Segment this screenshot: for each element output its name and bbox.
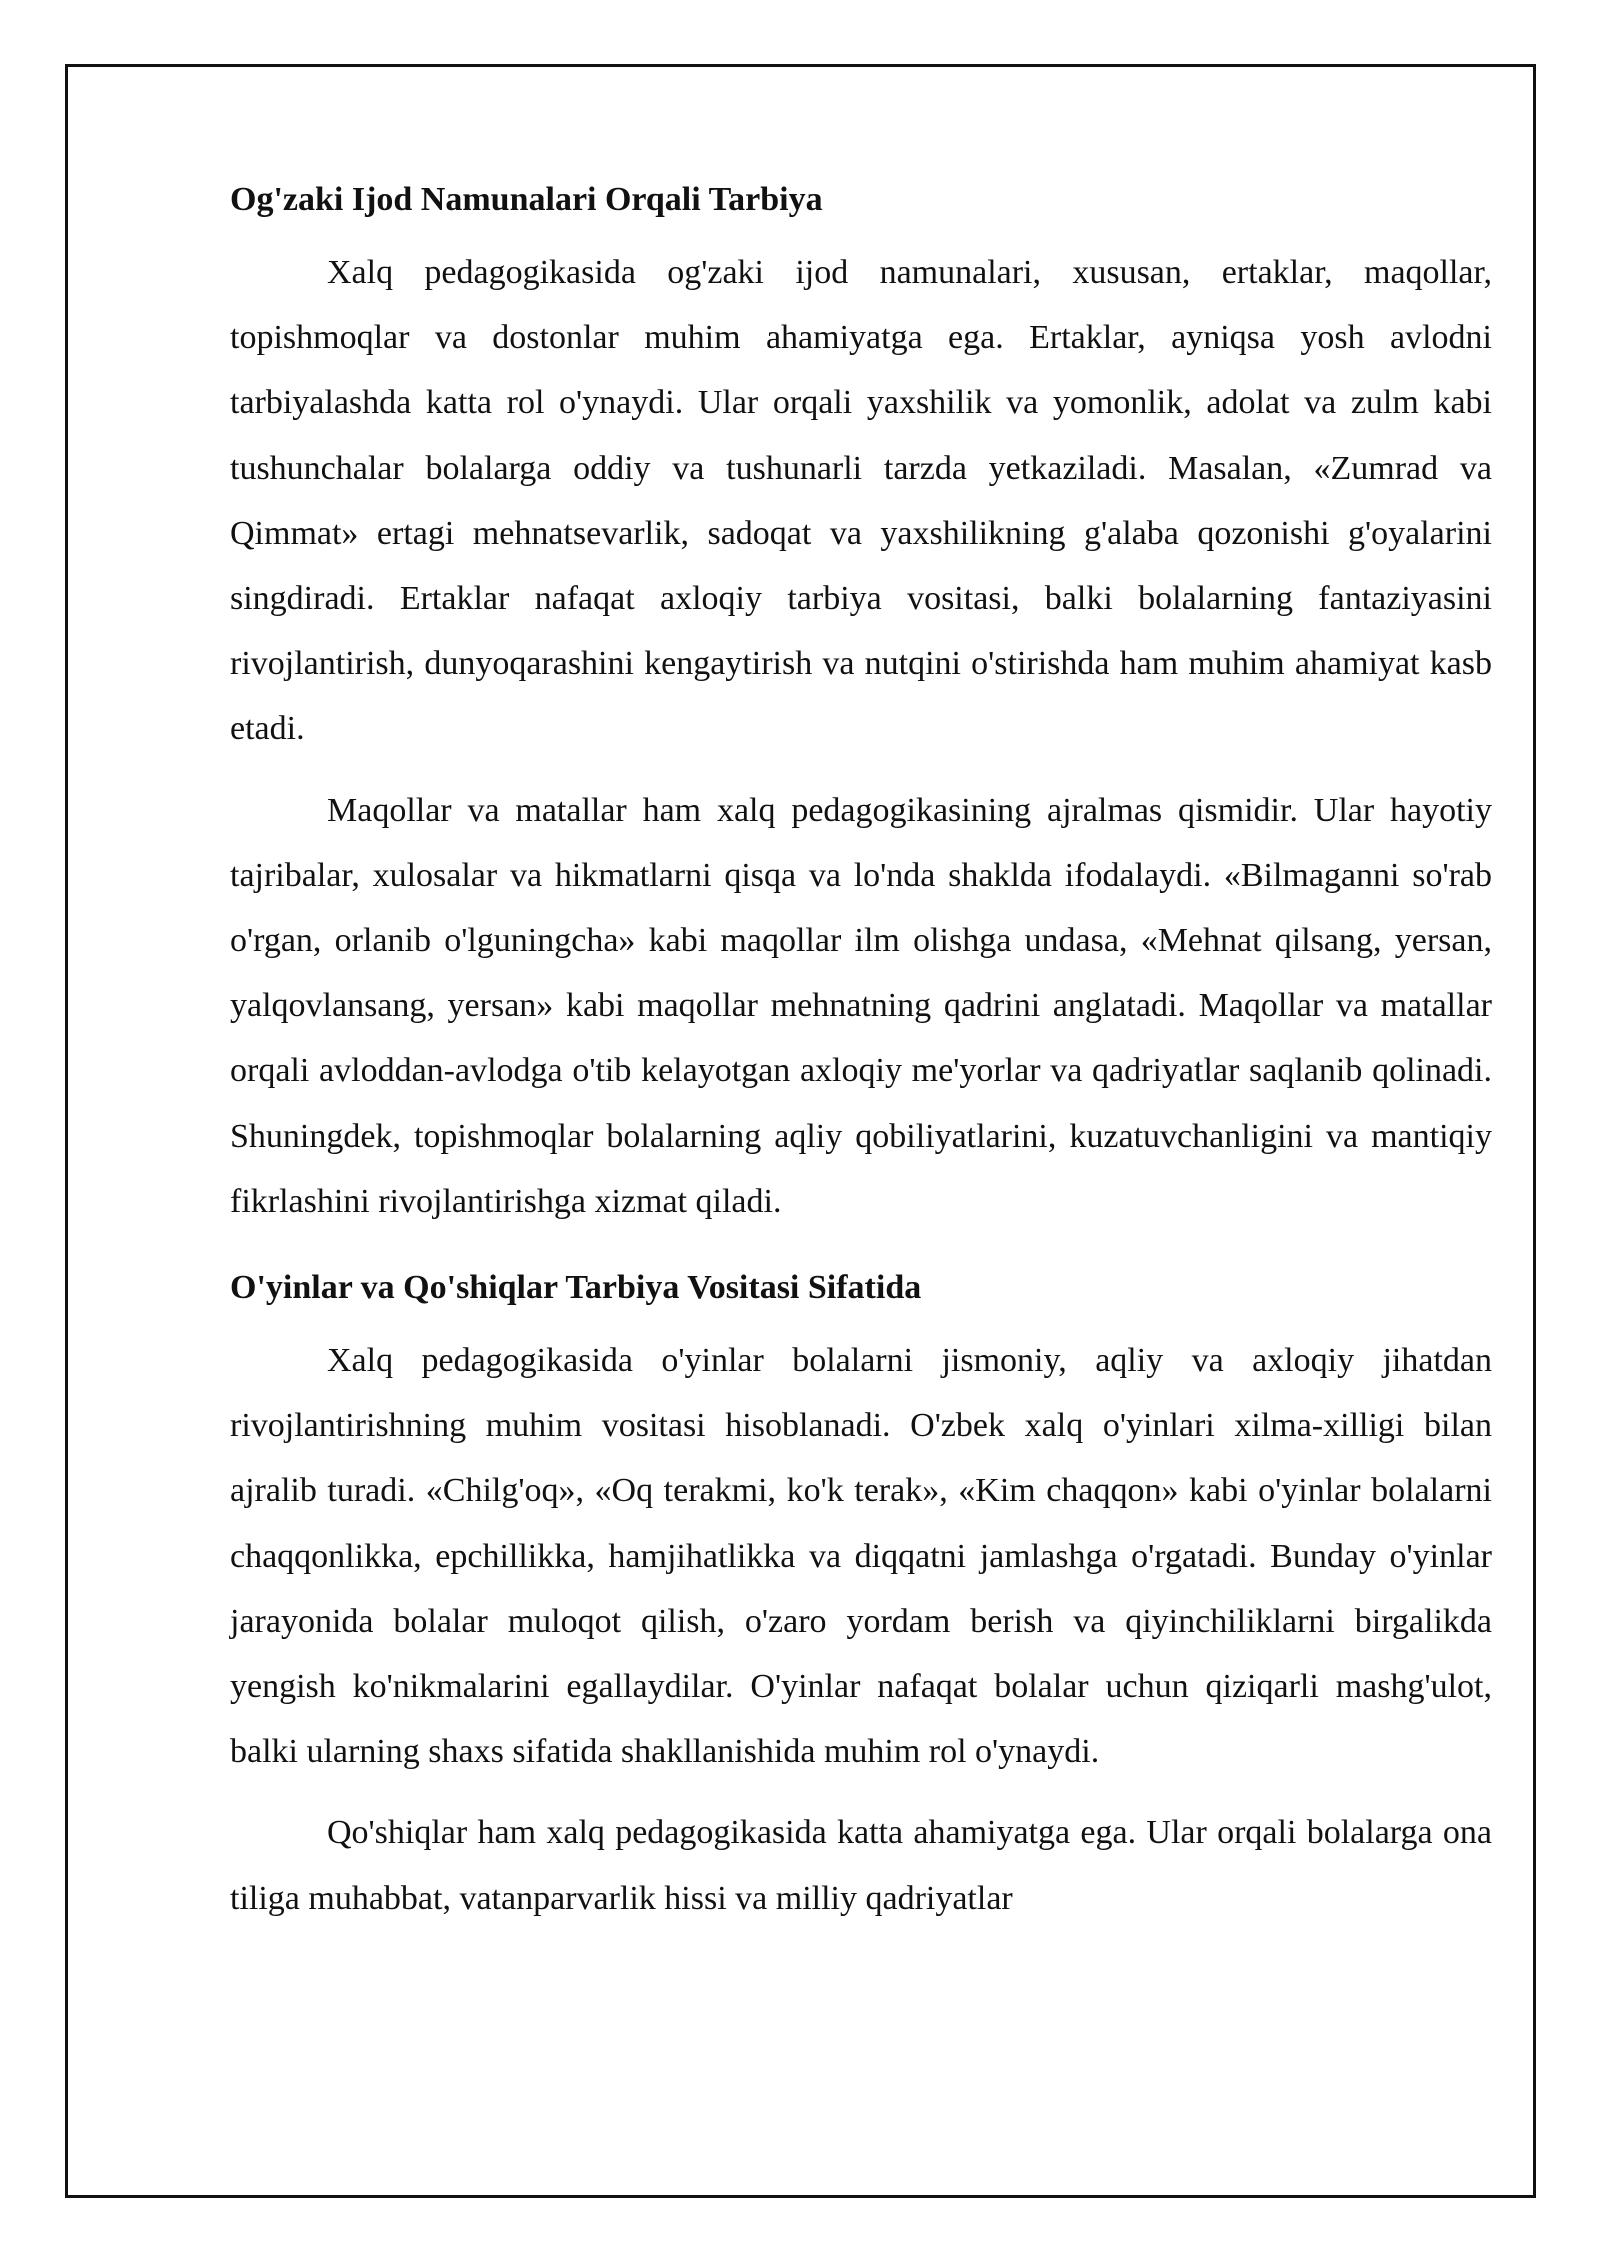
section-heading: O'yinlar va Qo'shiqlar Tarbiya Vositasi Sifatida bbox=[230, 1269, 922, 1307]
paragraph: Xalq pedagogikasida o'yinlar bolalarni jismoniy, aqliy va axloqiy jihatdan rivojlantirishning muhim vositasi hisoblanadi. O'zbek xalq o'yinlari xilma-xilligi bilan ajralib turadi. «Chilg'oq», «Oq terakmi, ko'k terak», «Kim chaqqon» kabi o'yinlar bolalarni chaqqonlikka, epchillikka, hamjihatlikka va diqqatni jamlashga o'rgatadi. Bunday o'yinlar jarayonida bolalar muloqot qilish, o'zaro yordam berish va qiyinchiliklarni birgalikda yengish ko'nikmalarini egallaydilar. O'yinlar nafaqat bolalar uchun qiziqarli mashg'ulot, balki ularning shaxs sifatida shakllanishida muhim rol o'ynaydi. bbox=[230, 1342, 1492, 1771]
section-heading: Og'zaki Ijod Namunalari Orqali Tarbiya bbox=[230, 181, 823, 218]
paragraph: Qo'shiqlar ham xalq pedagogikasida katta ahamiyatga ega. Ular orqali bolalarga ona tiliga muhabbat, vatanparvarlik hissi va milliy qadriyatlar bbox=[230, 1814, 1492, 1917]
document-body bbox=[230, 170, 1492, 1947]
paragraph: Maqollar va matallar ham xalq pedagogikasining ajralmas qismidir. Ular hayotiy tajribalar, xulosalar va hikmatlarni qisqa va lo'nda shaklda ifodalaydi. «Bilmaganni so'rab o'rgan, orlanib o'lguningcha» kabi maqollar ilm olishga undasa, «Mehnat qilsang, yersan, yalqovlansang, yersan» kabi maqollar mehnatning qadrini anglatadi. Maqollar va matallar orqali avloddan-avlodga o'tib kelayotgan axloqiy me'yorlar va qadriyatlar saqlanib qolinadi. Shuningdek, topishmoqlar bolalarning aqliy qobiliyatlarini, kuzatuvchanligini va mantiqiy fikrlashini rivojlantirishga xizmat qiladi. bbox=[230, 791, 1492, 1220]
paragraph: Xalq pedagogikasida og'zaki ijod namunalari, xususan, ertaklar, maqollar, topishmoqlar va dostonlar muhim ahamiyatga ega. Ertaklar, ayniqsa yosh avlodni tarbiyalashda katta rol o'ynaydi. Ular orqali yaxshilik va yomonlik, adolat va zulm kabi tushunchalar bolalarga oddiy va tushunarli tarzda yetkaziladi. Masalan, «Zumrad va Qimmat» ertagi mehnatsevarlik, sadoqat va yaxshilikning g'alaba qozonishi g'oyalarini singdiradi. Ertaklar nafaqat axloqiy tarbiya vositasi, balki bolalarning fantaziyasini rivojlantirish, dunyoqarashini kengaytirish va nutqini o'stirishda ham muhim ahamiyat kasb etadi. bbox=[230, 254, 1492, 748]
